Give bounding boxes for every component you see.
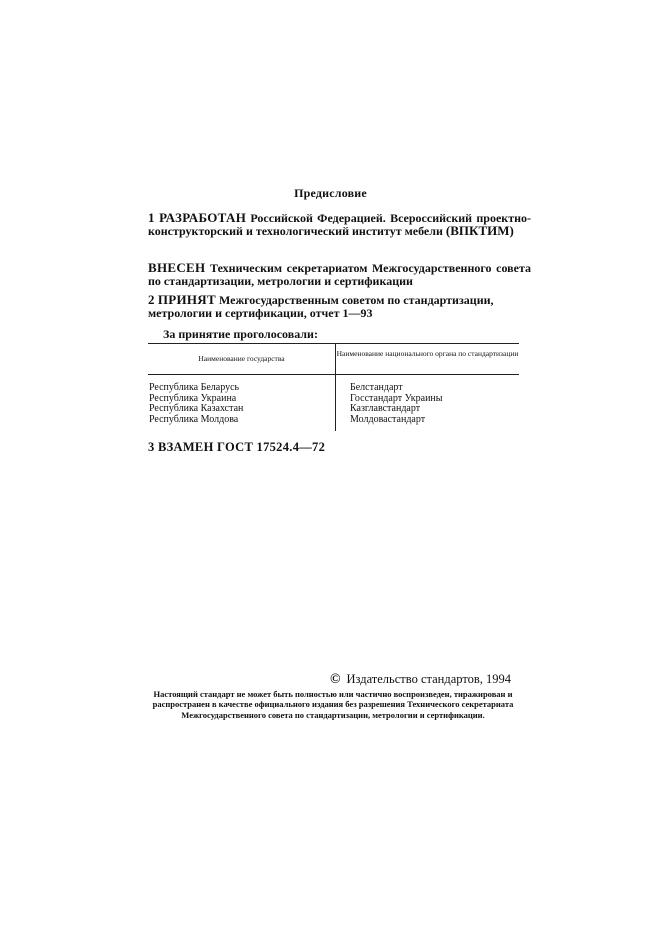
vote-label: За принятие проголосовали:	[163, 327, 318, 341]
paragraph-text: Межгосударственным советом по стандартизации, метрологии и сертификации, отчет 1—93	[148, 293, 494, 320]
replaced-standard: 3 ВЗАМЕН ГОСТ 17524.4—72	[148, 440, 326, 454]
paragraph-lead: РАЗРАБОТАН	[159, 210, 247, 225]
paragraph-text: Российской Федерацией. Всероссийский проектно-конструкторский и технологический институт мебели	[148, 211, 532, 238]
table-cell-state: Республика Молдова	[149, 413, 239, 425]
paragraph-introduced	[148, 262, 531, 287]
table-cell-body: Белстандарт	[350, 382, 403, 393]
paragraph-number: 2	[148, 292, 155, 307]
paragraph-developed	[148, 212, 531, 237]
table-cell-state: Республика Украина	[149, 392, 237, 404]
reproduction-notice: Настоящий стандарт не может быть полностью или частично воспроизведен, тиражирован и распространен в качестве официального издания без разрешения Технического секретариата Межгосударственного совета по стандартизации, метрологии и сертификации.	[152, 689, 514, 720]
table-column-bodies	[350, 383, 443, 425]
table-header-state: Наименование государства	[198, 354, 285, 363]
table-header-body: Наименование национального органа по стандартизации	[336, 349, 519, 358]
paragraph-lead: ВНЕСЕН	[148, 260, 206, 275]
paragraph-abbreviation: (ВПКТИМ)	[445, 222, 514, 238]
table-header-rule	[148, 374, 519, 375]
table-column-states	[149, 383, 243, 425]
copyright-icon: ©	[330, 672, 341, 687]
table-cell-body: Госстандарт Украины	[350, 392, 443, 404]
table-cell-state: Республика Беларусь	[149, 382, 240, 393]
paragraph-lead: ПРИНЯТ	[157, 292, 216, 307]
copyright-line	[330, 672, 511, 688]
paragraph-adopted	[148, 294, 531, 319]
table-top-rule	[148, 343, 519, 344]
paragraph-number: 1	[148, 210, 155, 225]
table-cell-body: Казглавстандарт	[350, 403, 421, 414]
copyright-text: Издательство стандартов, 1994	[346, 672, 512, 686]
paragraph-text: Техническим секретариатом Межгосударственного совета по стандартизации, метрологии и сертификации	[148, 261, 531, 288]
table-cell-body: Молдовастандарт	[350, 413, 426, 425]
page-title: Предисловие	[294, 186, 367, 200]
table-cell-state: Республика Казахстан	[149, 403, 244, 414]
